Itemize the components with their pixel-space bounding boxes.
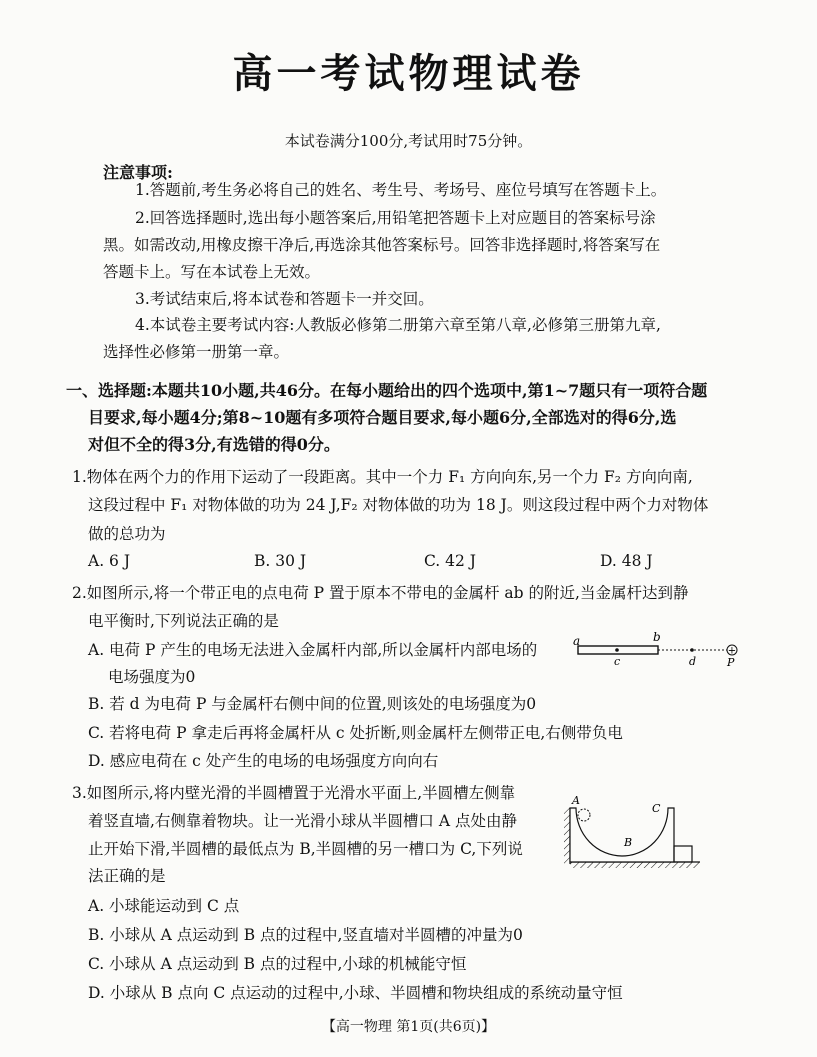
notice-line: 2.回答选择题时,选出每小题答案后,用铅笔把答题卡上对应题目的答案标号涂 bbox=[135, 209, 656, 227]
question-3-stem: 止开始下滑,半圆槽的最低点为 B,半圆槽的另一槽口为 C,下列说 bbox=[88, 840, 523, 858]
question-3-option-a: A. 小球能运动到 C 点 bbox=[88, 897, 240, 915]
exam-subtitle: 本试卷满分100分,考试用时75分钟。 bbox=[284, 132, 533, 150]
label-d: d bbox=[689, 655, 697, 668]
label-p: P bbox=[727, 656, 735, 669]
question-1-option-d: D. 48 J bbox=[600, 552, 653, 570]
label-c: c bbox=[614, 655, 621, 668]
floor-hatch bbox=[570, 862, 700, 868]
question-2-option-a-cont: 电场强度为0 bbox=[108, 668, 196, 686]
question-2-option-a: A. 电荷 P 产生的电场无法进入金属杆内部,所以金属杆内部电场的 bbox=[88, 641, 538, 659]
label-b: b bbox=[653, 630, 661, 644]
block bbox=[674, 846, 692, 862]
question-3-stem: 法正确的是 bbox=[88, 867, 166, 885]
notice-line: 4.本试卷主要考试内容:人教版必修第二册第六章至第八章,必修第三册第九章, bbox=[135, 316, 661, 334]
notice-line: 1.答题前,考生务必将自己的姓名、考生号、考场号、座位号填写在答题卡上。 bbox=[135, 181, 667, 199]
label-A: A bbox=[572, 794, 580, 807]
question-1-stem: 这段过程中 F₁ 对物体做的功为 24 J,F₂ 对物体做的功为 18 J。则这段过程中两个力对物体 bbox=[88, 496, 709, 514]
question-3-option-c: C. 小球从 A 点运动到 B 点的过程中,小球的机械能守恒 bbox=[88, 955, 467, 973]
question-1-option-b: B. 30 J bbox=[254, 552, 307, 570]
question-1-stem: 1.物体在两个力的作用下运动了一段距离。其中一个力 F₁ 方向向东,另一个力 F₂ 方向向南, bbox=[72, 468, 693, 486]
question-2-option-b: B. 若 d 为电荷 P 与金属杆右侧中间的位置,则该处的电场强度为0 bbox=[88, 695, 537, 713]
label-C: C bbox=[652, 802, 661, 815]
point-d bbox=[690, 648, 694, 652]
question-3-option-d: D. 小球从 B 点向 C 点运动的过程中,小球、半圆槽和物块组成的系统动量守恒 bbox=[88, 984, 623, 1002]
question-2-option-d: D. 感应电荷在 c 处产生的电场的电场强度方向向右 bbox=[88, 752, 439, 770]
question-2-stem: 2.如图所示,将一个带正电的点电荷 P 置于原本不带电的金属杆 ab 的附近,当金属杆达到静 bbox=[72, 584, 689, 602]
question-3-option-b: B. 小球从 A 点运动到 B 点的过程中,竖直墙对半圆槽的冲量为0 bbox=[88, 926, 523, 944]
half-pipe-slot bbox=[570, 808, 674, 862]
page-footer: 【高一物理 第1页(共6页)】 bbox=[321, 1019, 496, 1035]
notice-heading: 注意事项: bbox=[103, 163, 173, 182]
section-instructions: 一、选择题:本题共10小题,共46分。在每小题给出的四个选项中,第1~7题只有一项符合题 bbox=[66, 381, 708, 400]
notice-line: 选择性必修第一册第一章。 bbox=[103, 343, 290, 361]
notice-line: 3.考试结束后,将本试卷和答题卡一并交回。 bbox=[135, 290, 434, 308]
half-pipe-figure bbox=[562, 780, 704, 870]
question-1-option-c: C. 42 J bbox=[424, 552, 477, 570]
page-title: 高一考试物理试卷 bbox=[232, 50, 585, 97]
question-1-option-a: A. 6 J bbox=[88, 552, 131, 570]
notice-line: 黑。如需改动,用橡皮擦干净后,再选涂其他答案标号。回答非选择题时,将答案写在 bbox=[103, 236, 661, 254]
label-B: B bbox=[624, 836, 633, 849]
notice-line: 答题卡上。写在本试卷上无效。 bbox=[103, 263, 321, 281]
label-a: a bbox=[573, 634, 581, 648]
question-2-option-c: C. 若将电荷 P 拿走后再将金属杆从 c 处折断,则金属杆左侧带正电,右侧带负电 bbox=[88, 724, 623, 742]
section-instructions: 目要求,每小题4分;第8~10题有多项符合题目要求,每小题6分,全部选对的得6分,选 bbox=[88, 408, 677, 427]
question-2-stem: 电平衡时,下列说法正确的是 bbox=[88, 612, 279, 630]
question-1-stem: 做的总功为 bbox=[88, 525, 166, 543]
plus-sign: + bbox=[727, 645, 737, 657]
section-instructions: 对但不全的得3分,有选错的得0分。 bbox=[88, 435, 340, 454]
ball bbox=[578, 809, 590, 821]
question-3-stem: 着竖直墙,右侧靠着物块。让一光滑小球从半圆槽口 A 点处由静 bbox=[88, 812, 517, 830]
question-3-stem: 3.如图所示,将内壁光滑的半圆槽置于光滑水平面上,半圆槽左侧靠 bbox=[72, 784, 516, 802]
point-c bbox=[615, 648, 619, 652]
metal-rod-figure bbox=[570, 628, 742, 672]
wall-hatch bbox=[564, 808, 570, 864]
